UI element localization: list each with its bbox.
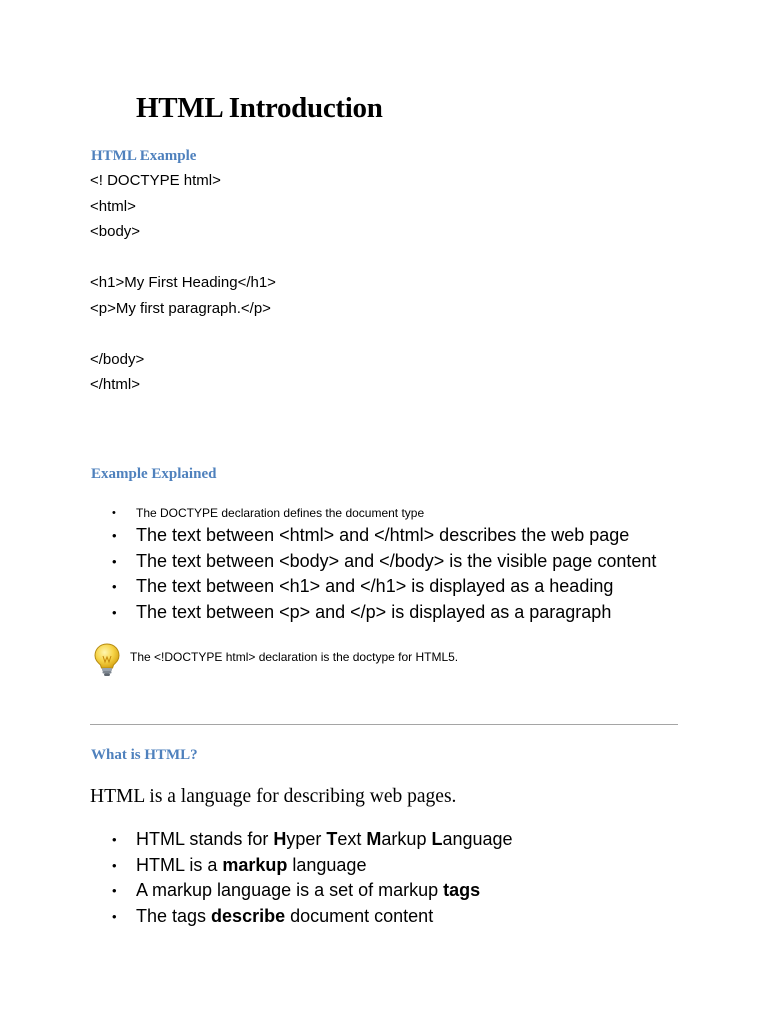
bold-text-run: L [431, 829, 443, 849]
code-line: <p>My first paragraph.</p> [90, 299, 271, 317]
what-is-html-heading: What is HTML? [91, 747, 198, 763]
text-run: A markup language is a set of markup [136, 880, 444, 900]
section-divider [90, 724, 678, 725]
code-line: <body> [90, 223, 141, 240]
code-example [90, 168, 276, 398]
code-line: <h1>My First Heading</h1> [90, 274, 276, 291]
tip-text: The <!DOCTYPE html> declaration is the doctype for HTML5. [130, 650, 459, 664]
list-item [112, 853, 513, 879]
text-run: HTML stands for [136, 829, 274, 849]
text-run: yper [286, 829, 327, 849]
bold-text-run: T [326, 829, 338, 849]
text-run: document content [285, 905, 434, 926]
intro-sentence: HTML is a language for describing web pages. [90, 786, 457, 807]
example-explained-heading: Example Explained [91, 466, 217, 482]
list-item: • The text between <html> and </html> describes the web page [112, 523, 656, 549]
text-run: HTML is a [136, 854, 223, 875]
bold-text-run: tags [443, 880, 481, 900]
what-is-bullet-list [112, 827, 513, 929]
lightbulb-icon [92, 642, 122, 683]
list-item [112, 878, 513, 904]
bold-text-run: markup [222, 854, 288, 875]
text-run: anguage [442, 829, 513, 849]
list-item: • The text between <p> and </p> is displayed as a paragraph [112, 600, 656, 626]
text-run: language [287, 854, 367, 875]
text-run: The tags [136, 905, 212, 926]
code-line-blank [90, 321, 276, 347]
list-item: • The DOCTYPE declaration defines the document type [112, 503, 656, 523]
code-line: </html> [90, 376, 141, 393]
text-run: ext [337, 829, 367, 849]
code-line: <! DOCTYPE html> [90, 172, 221, 189]
list-item [112, 904, 513, 930]
bold-text-run: H [273, 829, 287, 849]
list-item: • The text between <body> and </body> is the visible page content [112, 549, 656, 575]
bold-text-run: M [366, 829, 382, 849]
code-line-blank [90, 245, 276, 271]
explained-bullet-list [112, 503, 656, 625]
text-run: arkup [381, 829, 432, 849]
list-item: • The text between <h1> and </h1> is displayed as a heading [112, 574, 656, 600]
code-line: </body> [90, 350, 145, 368]
page-title: HTML Introduction [136, 92, 383, 124]
code-line: <html> [90, 197, 136, 215]
html-example-heading: HTML Example [91, 148, 197, 164]
list-item [112, 827, 513, 853]
bold-text-run: describe [211, 905, 286, 926]
